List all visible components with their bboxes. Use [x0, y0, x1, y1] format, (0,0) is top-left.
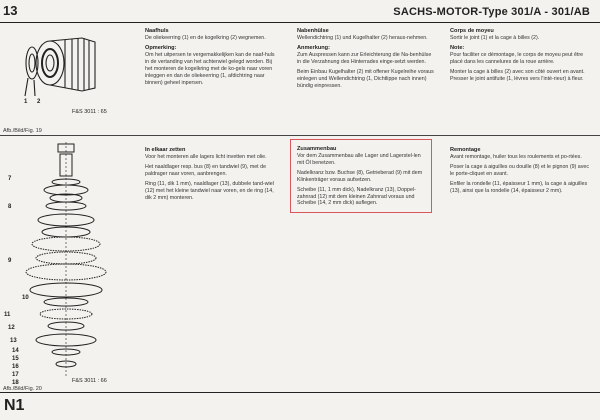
- top-dutch-heading: Naafhuls: [145, 28, 169, 34]
- bottom-dutch-column: [145, 147, 279, 204]
- top-french-p1: Sortir le joint (1) et la cage à billes (2).: [450, 35, 540, 41]
- bottom-french-column: [450, 147, 590, 198]
- figure-20-label: Afb./Bild/Fig. 20: [3, 386, 42, 392]
- callout-1: 1: [24, 99, 28, 105]
- callout-17: 17: [12, 372, 19, 378]
- top-german-p2: Zum Auspressen kann zur Erleichterung die Na-benhülse in die Verzahnung des Hinterrades einge-setzt werden.: [297, 51, 432, 65]
- figure-19-code: F&S 3011 : 65: [72, 109, 107, 115]
- section-divider: [0, 135, 600, 136]
- callout-11: 11: [4, 312, 11, 318]
- top-french-p3: Monter la cage à billes (2) avec son côté ouvert en avant. Presser le joint antifuite (1, lèvres vers l'inté-rieur) à fleur.: [450, 68, 585, 82]
- top-german-column: [297, 28, 435, 92]
- bottom-french-p1: Avant remontage, huiler tous les roulements et po-rtées.: [450, 154, 582, 160]
- header-rule: [0, 22, 600, 23]
- top-french-column: [450, 28, 590, 86]
- top-german-note-heading: Anmerkung:: [297, 44, 330, 51]
- bottom-german-heading: Zusammenbau: [297, 146, 337, 152]
- top-dutch-p1: De oliekeerring (1) en de kogelkring (2) wegnemen.: [145, 35, 266, 41]
- page-number: 13: [3, 3, 18, 18]
- bottom-french-p3: Enfiler la rondelle (11, épaisseur 1 mm), la cage à aiguilles (13), ainsi que la rondelle (14, épaisseur 2 mm).: [450, 180, 588, 194]
- figure-20-code: F&S 3011 : 66: [72, 378, 107, 384]
- top-dutch-column: [145, 28, 277, 89]
- section-marker: N1: [4, 397, 25, 414]
- bottom-german-p1: Vor dem Zusammenbau alle Lager und Lagerstel-len mit Öl benetzen.: [297, 153, 421, 166]
- bottom-german-p3: Scheibe (11, 1 mm dick), Nadelkranz (13), Doppel-zahnrad (12) mit dem kleinen Zahnrad voraus und Scheibe (14, 2 mm dick) auflegen.: [297, 186, 416, 207]
- callout-8: 8: [8, 204, 12, 210]
- figure-20-drawing: [18, 140, 136, 378]
- callout-10: 10: [22, 295, 29, 301]
- callout-16: 16: [12, 364, 19, 370]
- figure-19-label: Afb./Bild/Fig. 19: [3, 128, 42, 134]
- bottom-dutch-p3: Ring (11, dik 1 mm), naaldlager (13), dubbele tand-wiel (12) met het kleine tandwiel naar voren, en de ring (14, dik 2 mm) monteren.: [145, 180, 274, 201]
- callout-13: 13: [10, 338, 17, 344]
- bottom-german-p2: Nadelkranz bzw. Buchse (8), Getrieberad (9) mit dem Klinkenträger voraus aufsetzen.: [297, 169, 423, 183]
- top-german-p3: Beim Einbau Kugelhalter (2) mit offener Kugelreihe voraus einlegen und Wellendichtring (1, Dichtlippe nach innen) bündig einpressen.: [297, 68, 434, 89]
- page-title: SACHS-MOTOR-Type 301/A - 301/AB: [393, 6, 590, 18]
- callout-9: 9: [8, 258, 12, 264]
- callout-7: 7: [8, 176, 12, 182]
- footer-rule: [0, 392, 600, 393]
- callout-12: 12: [8, 325, 15, 331]
- top-french-p2: Pour faciliter ce démontage, le corps de moyeu peut être placé dans les cannelures de la roue arrière.: [450, 51, 584, 65]
- bottom-dutch-p1: Voor het monteren alle lagers licht invetten met olie.: [145, 154, 267, 160]
- top-french-heading: Corps de moyeu: [450, 28, 494, 34]
- top-german-p1: Wellendichtring (1) und Kugelhalter (2) heraus-nehmen.: [297, 35, 428, 41]
- top-german-heading: Nabenhülse: [297, 28, 329, 34]
- top-dutch-p2: Om het uitpersen te vergemakkelijken kan de naaf-huls in de vertanding van het achterwiel gelegd worden. Bij het monteren de kogelkring met de ko-gels naar voren inleggen en dan de oliekeerring (1, afdichtring naar binnen) geheel inpersen.: [145, 51, 275, 86]
- bottom-german-column: [297, 146, 429, 210]
- bottom-french-heading: Remontage: [450, 147, 481, 153]
- top-dutch-note-heading: Opmerking:: [145, 44, 177, 51]
- callout-2: 2: [37, 99, 41, 105]
- callout-15: 15: [12, 356, 19, 362]
- top-french-note-heading: Note:: [450, 44, 465, 51]
- bottom-dutch-p2: Het naaldlager resp. bus (8) en tandwiel (9), met de paldrager naar voren, aanbrengen.: [145, 163, 267, 177]
- callout-18: 18: [12, 380, 19, 386]
- bottom-french-p2: Poser la cage à aiguilles ou douille (8) et le pignon (9) avec le porte-cliquet en avant.: [450, 163, 589, 177]
- callout-14: 14: [12, 348, 19, 354]
- bottom-dutch-heading: In elkaar zetten: [145, 147, 186, 153]
